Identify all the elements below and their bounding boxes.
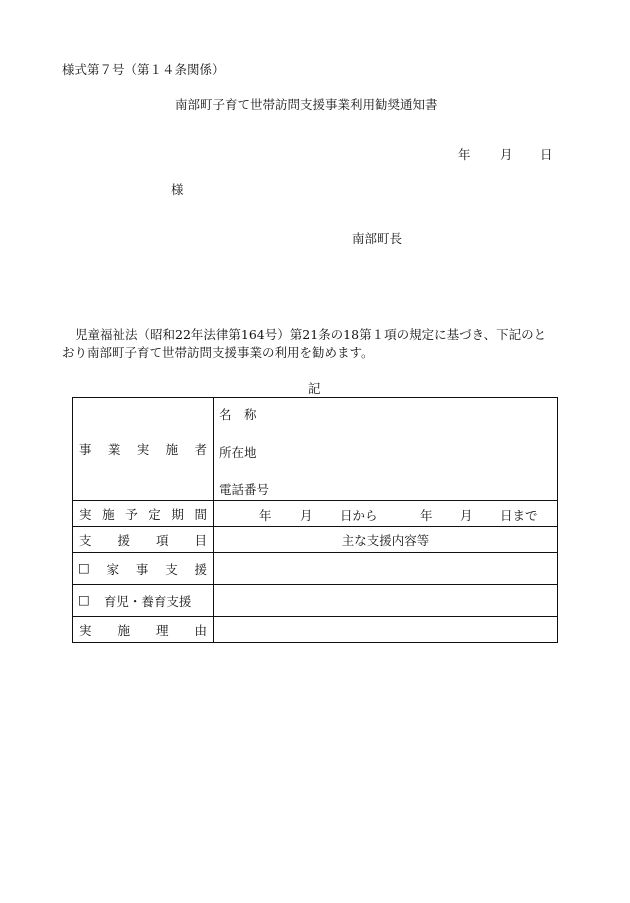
reason-label-cell	[73, 617, 214, 643]
operator-row	[73, 398, 558, 501]
date-month-label: 月	[500, 147, 513, 162]
housework-label-char: 家	[106, 561, 120, 577]
items-label	[73, 531, 213, 549]
period-row	[73, 501, 558, 527]
reason-row	[73, 617, 558, 643]
period-label-char: 間	[194, 506, 207, 522]
housework-label-char: 援	[194, 561, 207, 577]
reason-content-cell[interactable]	[214, 617, 558, 643]
date-day-label: 日	[540, 147, 553, 162]
items-label-char: 項	[155, 532, 169, 548]
period-label-cell	[73, 501, 214, 527]
period-label-char: 期	[171, 506, 184, 522]
period-start-day: 日から	[340, 508, 378, 523]
items-label-char: 目	[194, 532, 207, 548]
notice-table	[72, 397, 558, 643]
period-label-char: 予	[125, 506, 138, 522]
date-year-label: 年	[458, 147, 471, 162]
period-end-day: 日まで	[500, 508, 538, 523]
items-label-char: 支	[79, 532, 92, 548]
childcare-label-text: 育児・養育支援	[103, 593, 192, 609]
operator-label-char: 実	[136, 442, 150, 457]
housework-row	[73, 553, 558, 585]
operator-name-label: 名 称	[219, 407, 257, 422]
period-label-char: 施	[102, 506, 115, 522]
items-label-cell	[73, 527, 214, 553]
document-title: 南部町子育て世帯訪問支援事業利用勧奨通知書	[175, 97, 438, 112]
operator-label-char: 者	[194, 442, 207, 457]
housework-label-char: 事	[135, 561, 149, 577]
childcare-label-cell	[73, 585, 214, 617]
items-label-char: 援	[117, 532, 130, 548]
period-end-year: 年	[420, 508, 433, 523]
period-value-cell	[214, 501, 558, 527]
reason-label	[73, 621, 213, 639]
reason-label-char: 実	[79, 622, 92, 638]
operator-label	[73, 440, 213, 458]
ki-heading: 記	[308, 381, 321, 396]
period-start-month: 月	[300, 508, 313, 523]
operator-address-label: 所在地	[219, 445, 257, 460]
items-header-row	[73, 527, 558, 553]
housework-label-cell	[73, 553, 214, 585]
operator-label-char: 業	[107, 442, 121, 457]
period-label-char: 定	[148, 506, 161, 522]
body-line-1-text: 児童福祉法（昭和22年法律第164号）第21条の18第１項の規定に基づき、下記のと	[75, 327, 547, 342]
items-header-cell: 主な支援内容等	[214, 527, 558, 553]
housework-content-cell[interactable]	[214, 553, 558, 585]
housework-label[interactable]	[73, 560, 213, 578]
period-label	[73, 505, 213, 523]
operator-phone-label: 電話番号	[219, 482, 270, 497]
housework-label-char: 支	[165, 561, 178, 577]
reason-label-char: 由	[194, 622, 207, 638]
body-paragraph	[62, 326, 568, 362]
operator-fields-cell	[214, 398, 558, 501]
operator-label-cell	[73, 398, 214, 501]
housework-checkbox[interactable]: □	[78, 559, 90, 575]
reason-label-char: 理	[155, 622, 169, 638]
childcare-row	[73, 585, 558, 617]
operator-label-char: 事	[79, 442, 92, 457]
period-start-year: 年	[259, 508, 272, 523]
body-line-2: おり南部町子育て世帯訪問支援事業の利用を勧めます。	[62, 345, 374, 360]
childcare-label[interactable]	[73, 592, 213, 610]
recipient-honorific: 様	[171, 182, 184, 197]
body-line-1	[62, 326, 568, 344]
childcare-checkbox[interactable]: □	[78, 591, 90, 607]
operator-label-char: 施	[165, 442, 179, 457]
form-number: 様式第７号（第１４条関係）	[62, 62, 225, 77]
period-end-month: 月	[460, 508, 473, 523]
sender-name: 南部町長	[352, 231, 403, 246]
reason-label-char: 施	[117, 622, 130, 638]
childcare-content-cell[interactable]	[214, 585, 558, 617]
period-label-char: 実	[79, 506, 92, 522]
